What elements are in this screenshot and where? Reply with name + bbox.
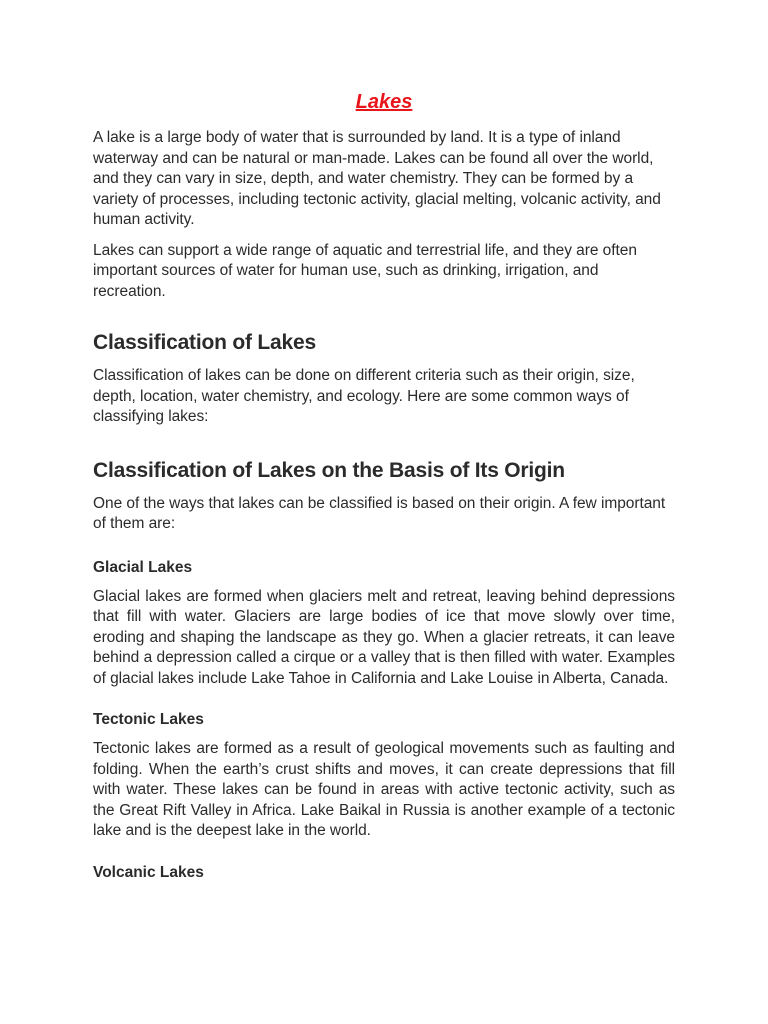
tectonic-lakes-heading: Tectonic Lakes <box>93 711 204 728</box>
glacial-lakes-paragraph: Glacial lakes are formed when glaciers melt and retreat, leaving behind depressions that fill with water. Glaciers are large bodies of ice that move slowly over time, eroding and shaping the landscape as they go. When a glacier retreats, it can leave behind a depression called a cirque or a valley that is then filled with water. Examples of glacial lakes include Lake Tahoe in California and Lake Louise in Alberta, Canada. <box>93 587 675 687</box>
volcanic-lakes-heading: Volcanic Lakes <box>93 863 204 881</box>
volcanic-lakes-section <box>93 862 675 884</box>
classification-section <box>93 330 675 428</box>
origin-paragraph: One of the ways that lakes can be classified is based on their origin. A few important of them are: <box>93 494 666 532</box>
intro-paragraph-1: A lake is a large body of water that is surrounded by land. It is a type of inland waterway and can be natural or man-made. Lakes can be found all over the world, and they can vary in size, depth, and water chemistry. They can be formed by a variety of processes, including tectonic activity, glacial melting, volcanic activity, and human activity. <box>93 129 661 228</box>
origin-heading: Classification of Lakes on the Basis of Its Origin <box>93 458 565 482</box>
glacial-lakes-heading: Glacial Lakes <box>93 558 193 576</box>
intro-paragraph-2: Lakes can support a wide range of aquatic and terrestrial life, and they are often important sources of water for human use, such as drinking, irrigation, and recreation. <box>93 241 637 300</box>
classification-heading: Classification of Lakes <box>93 331 316 354</box>
intro-section <box>93 128 675 302</box>
glacial-lakes-section <box>93 557 675 690</box>
document-title: Lakes <box>355 91 413 113</box>
tectonic-lakes-paragraph: Tectonic lakes are formed as a result of geological movements such as faulting and folding. When the earth’s crust shifts and moves, it can create depressions that fill with water. These lakes can be found in areas with active tectonic activity, such as the Great Rift Valley in Africa. Lake Baikal in Russia is another example of a tectonic lake and is the deepest lake in the world. <box>93 740 675 839</box>
origin-section <box>93 458 675 535</box>
classification-paragraph: Classification of lakes can be done on different criteria such as their origin, size, depth, location, water chemistry, and ecology. Here are some common ways of classifying lakes: <box>93 367 635 425</box>
tectonic-lakes-section <box>93 709 675 842</box>
